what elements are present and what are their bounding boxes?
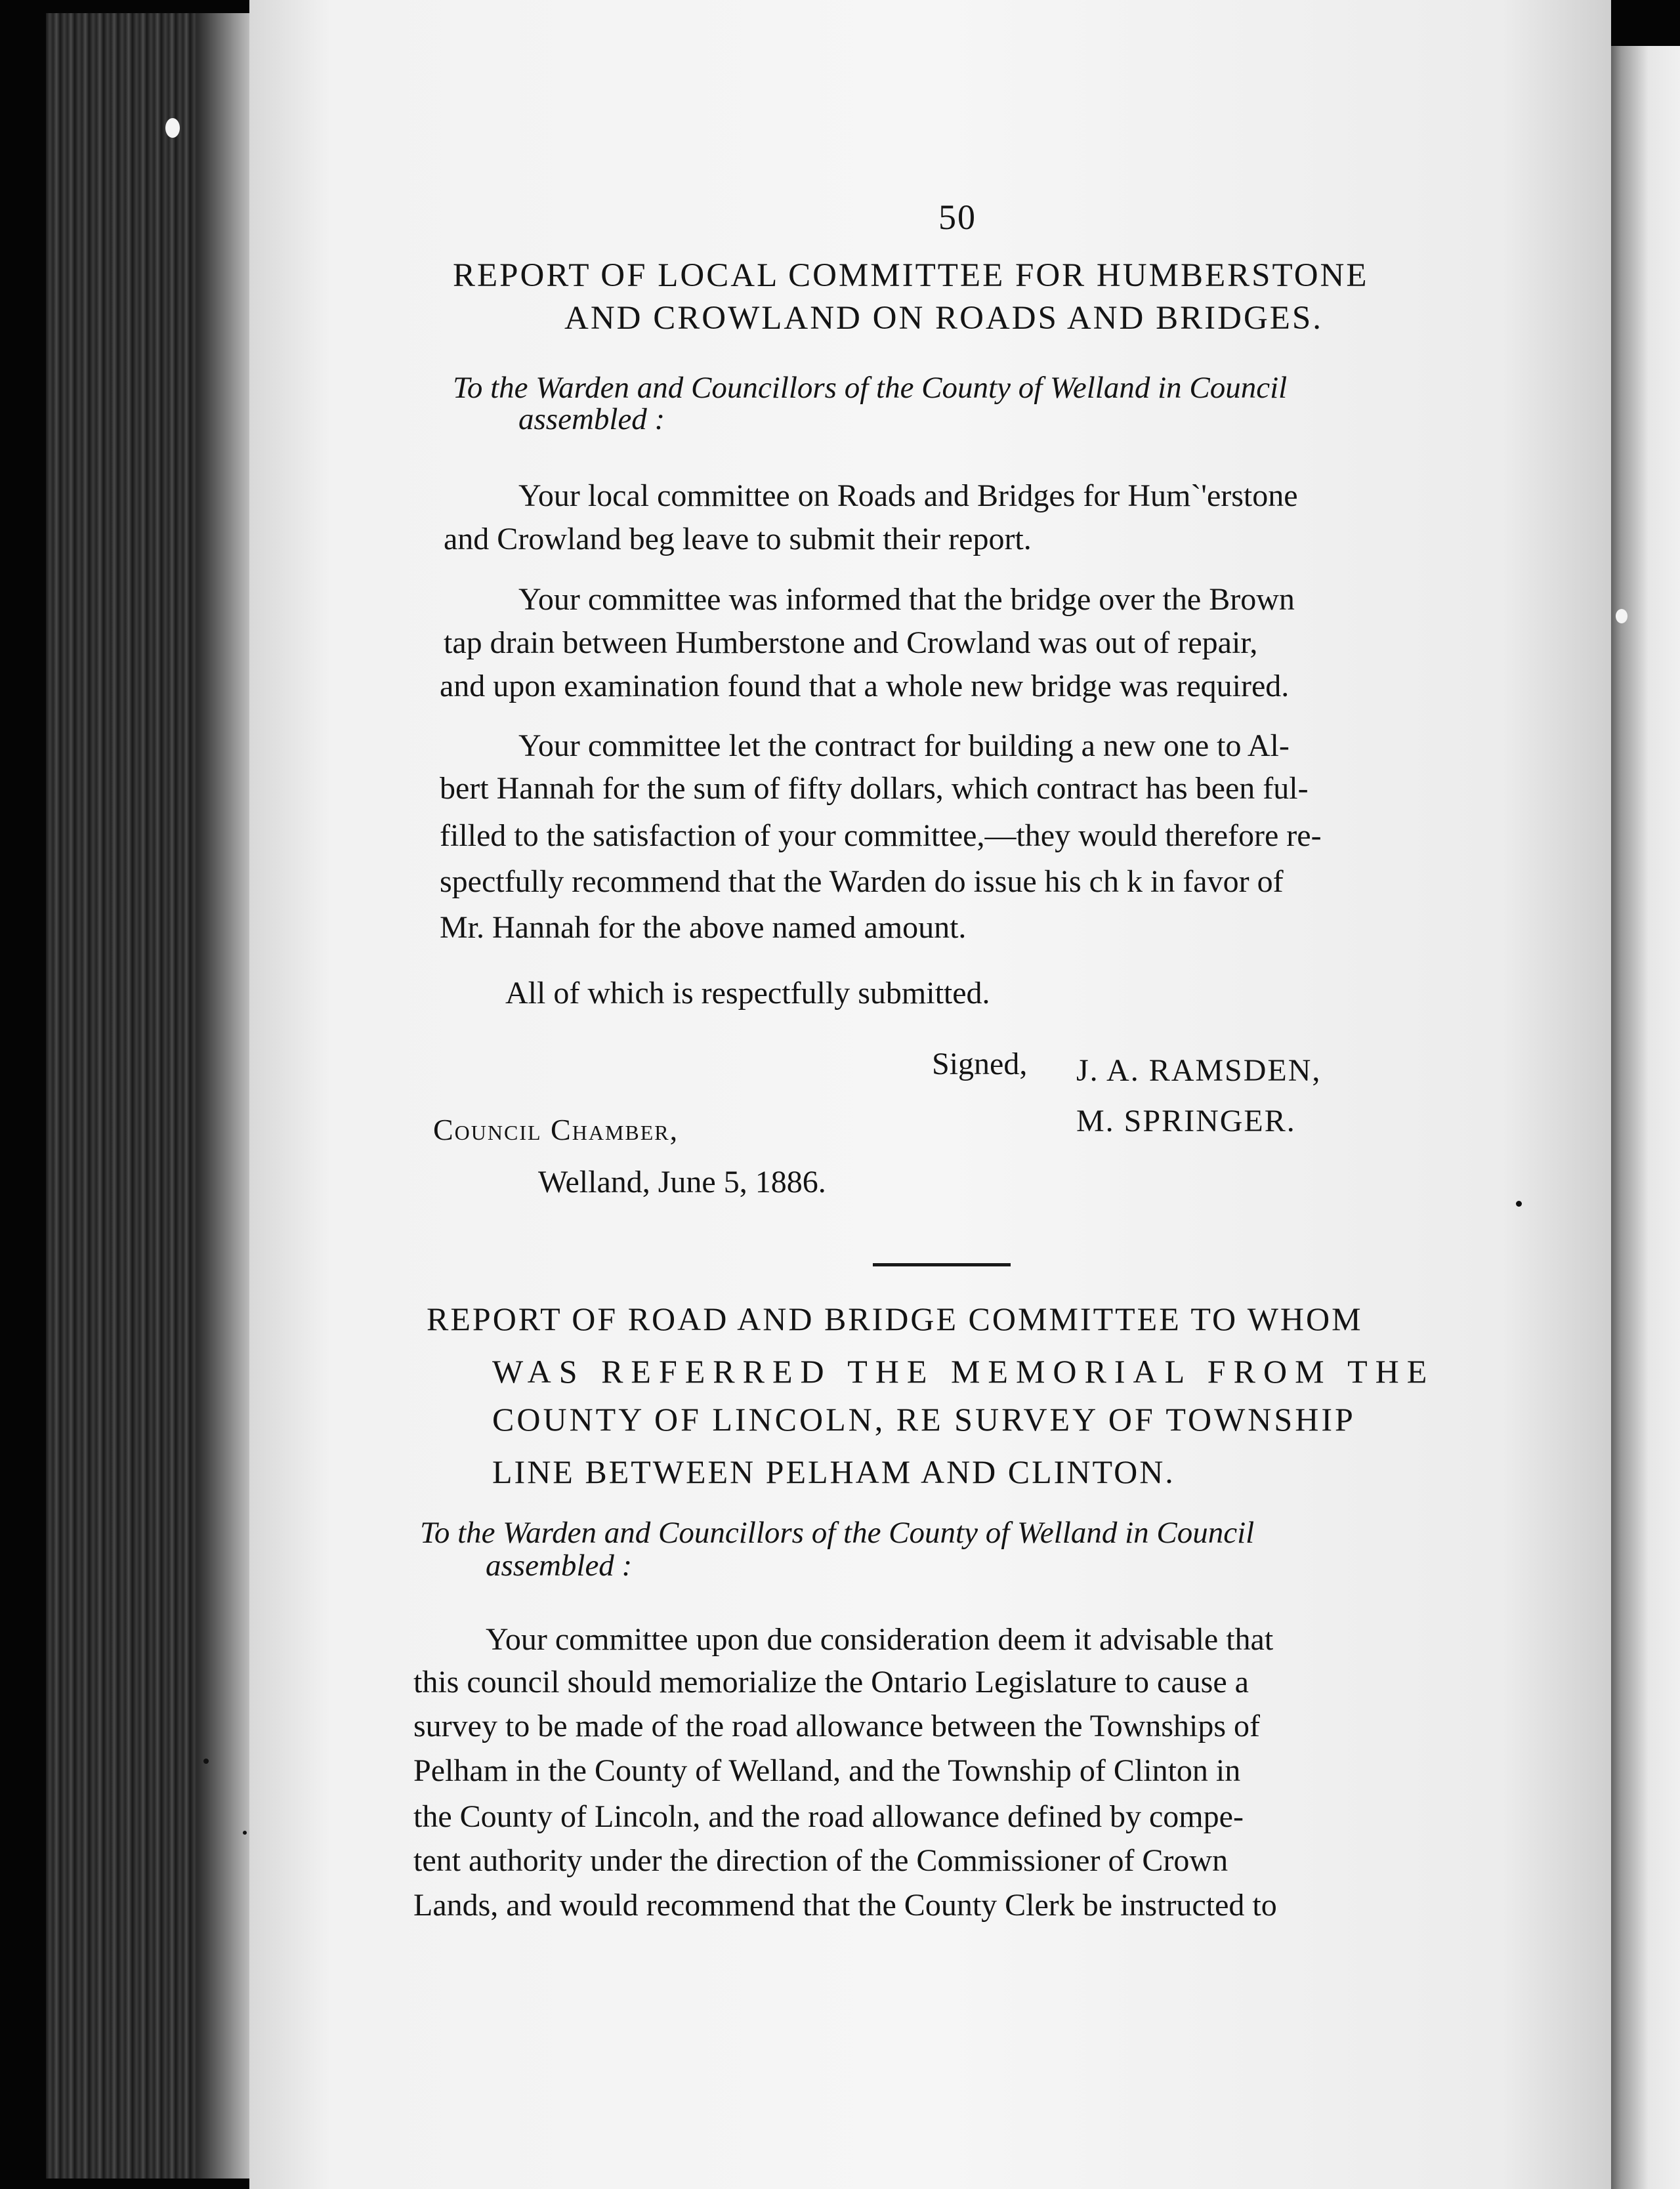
report1-title-line-1: REPORT OF LOCAL COMMITTEE FOR HUMBERSTONE	[453, 257, 1369, 294]
report2-body-line: Lands, and would recommend that the County Clerk be instructed to	[413, 1888, 1277, 1923]
signed-label: Signed,	[932, 1047, 1028, 1081]
report2-body-line: tent authority under the direction of the Commissioner of Crown	[413, 1843, 1228, 1878]
report1-address-line-1: To the Warden and Councillors of the County of Welland in Council	[453, 371, 1288, 405]
report2-body-line: survey to be made of the road allowance between the Townships of	[413, 1709, 1261, 1743]
report2-body-line: the County of Lincoln, and the road allowance defined by compe-	[413, 1799, 1244, 1834]
report1-body-line: and Crowland beg leave to submit their report.	[444, 522, 1032, 556]
report1-body-line: bert Hannah for the sum of fifty dollars, which contract has been ful-	[440, 771, 1309, 806]
place-line: Council Chamber,	[433, 1113, 679, 1146]
binding-shadow	[197, 13, 256, 2179]
report1-body-line: All of which is respectfully submitted.	[505, 976, 990, 1011]
document-page	[249, 0, 1611, 2189]
report1-body-line: tap drain between Humberstone and Crowland was out of repair,	[444, 625, 1258, 660]
report2-title-line-1: REPORT OF ROAD AND BRIDGE COMMITTEE TO WHOM	[427, 1301, 1363, 1337]
report2-title-line-2: WAS REFERRED THE MEMORIAL FROM THE	[492, 1353, 1435, 1390]
report2-address-line-1: To the Warden and Councillors of the County of Welland in Council	[420, 1516, 1255, 1550]
report1-body-line: Mr. Hannah for the above named amount.	[440, 910, 967, 945]
report1-address-line-2: assembled :	[518, 402, 665, 436]
dust-speck	[243, 1831, 247, 1835]
report2-title-line-3: COUNTY OF LINCOLN, RE SURVEY OF TOWNSHIP	[492, 1401, 1356, 1438]
dust-speck	[203, 1759, 209, 1764]
report2-body-line: Pelham in the County of Welland, and the Township of Clinton in	[413, 1753, 1241, 1788]
signatory-2: M. SPRINGER.	[1076, 1104, 1296, 1138]
report2-address-line-2: assembled :	[486, 1549, 633, 1583]
report1-body-line: Your committee was informed that the bridge over the Brown	[518, 582, 1295, 617]
report1-body-line: Your committee let the contract for building a new one to Al-	[518, 728, 1290, 763]
dust-speck	[1516, 1201, 1522, 1207]
report1-body-line: and upon examination found that a whole new bridge was required.	[440, 669, 1290, 703]
report2-body-line: this council should memorialize the Ontario Legislature to cause a	[413, 1665, 1249, 1699]
date-line: Welland, June 5, 1886.	[538, 1165, 826, 1199]
report1-body-line: Your local committee on Roads and Bridges for Hum`'erstone	[518, 478, 1298, 513]
next-page-edge	[1601, 46, 1680, 2189]
report1-body-line: spectfully recommend that the Warden do issue his ch k in favor of	[440, 864, 1284, 899]
report1-body-line: filled to the satisfaction of your committee,—they would therefore re-	[440, 818, 1322, 853]
page-number: 50	[938, 198, 976, 237]
dust-speck	[165, 118, 180, 138]
dust-speck	[1616, 609, 1628, 623]
section-divider	[873, 1263, 1011, 1266]
signatory-1: J. A. RAMSDEN,	[1076, 1053, 1322, 1088]
report2-body-line: Your committee upon due consideration deem it advisable that	[486, 1622, 1274, 1657]
report2-title-line-4: LINE BETWEEN PELHAM AND CLINTON.	[492, 1453, 1175, 1490]
report1-title-line-2: AND CROWLAND ON ROADS AND BRIDGES.	[564, 300, 1324, 337]
